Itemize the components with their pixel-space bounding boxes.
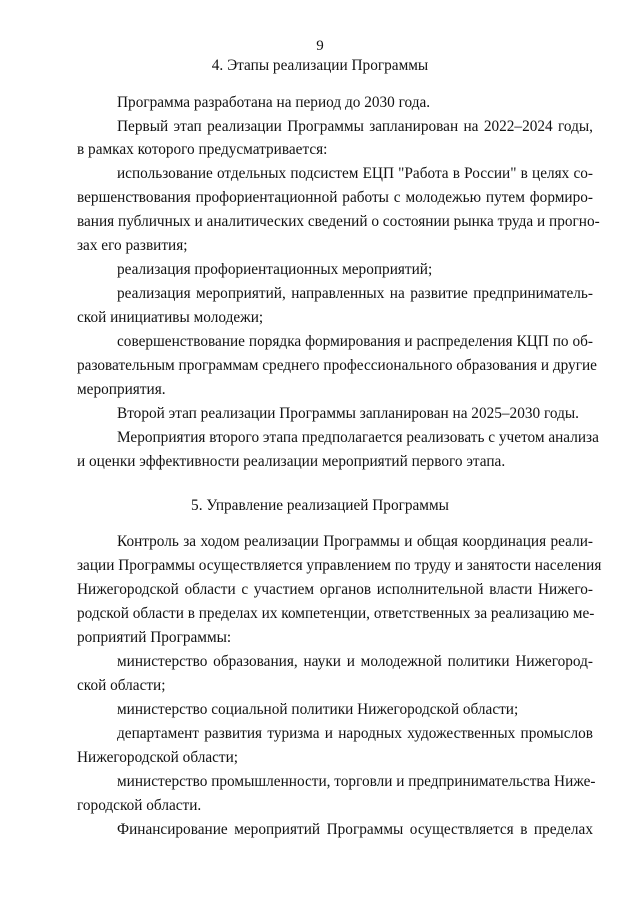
text-line: Первый этап реализации Программы запланирован на 2022–2024 годы, <box>117 118 593 135</box>
text-line: Мероприятия второго этапа предполагается реализовать с учетом анализа <box>117 429 599 446</box>
text-line: реализация профориентационных мероприятий; <box>117 261 433 278</box>
text-line: и оценки эффективности реализации мероприятий первого этапа. <box>77 453 506 470</box>
text-line: Финансирование мероприятий Программы осуществляется в пределах <box>117 821 593 838</box>
text-line: роприятий Программы: <box>77 629 232 646</box>
text-line: Нижегородской области с участием органов исполнительной власти Нижего- <box>77 581 593 598</box>
section-4-title: 4. Этапы реализации Программы <box>211 57 429 74</box>
text-line: ской области; <box>77 677 166 694</box>
page-number: 9 <box>316 38 324 54</box>
text-line: департамент развития туризма и народных художественных промыслов <box>117 725 593 742</box>
text-line: министерство образования, науки и молодежной политики Нижегород- <box>117 653 593 670</box>
text-line: в рамках которого предусматривается: <box>77 141 328 158</box>
text-line: совершенствование порядка формирования и распределения КЦП по об- <box>117 333 593 350</box>
text-line: Второй этап реализации Программы запланирован на 2025–2030 годы. <box>117 405 579 422</box>
text-line: зации Программы осуществляется управлением по труду и занятости населения <box>77 557 602 574</box>
text-line: разовательным программам среднего профессионального образования и другие <box>77 357 597 374</box>
text-line: Контроль за ходом реализации Программы и общая координация реали- <box>117 533 593 550</box>
text-line: министерство социальной политики Нижегородской области; <box>117 701 519 718</box>
text-line: ской инициативы молодежи; <box>77 309 264 326</box>
text-line: Программа разработана на период до 2030 года. <box>117 94 431 111</box>
text-line: зах его развития; <box>77 237 188 254</box>
text-line: вершенствования профориентационной работы с молодежью путем формиро- <box>77 189 593 206</box>
text-line: вания публичных и аналитических сведений о состоянии рынка труда и прогно- <box>77 213 600 230</box>
text-line: мероприятия. <box>77 381 166 398</box>
text-line: реализация мероприятий, направленных на развитие предприниматель- <box>117 285 593 302</box>
text-line: использование отдельных подсистем ЕЦП "Работа в России" в целях со- <box>117 165 593 182</box>
text-line: городской области. <box>77 797 202 814</box>
text-line: Нижегородской области; <box>77 749 239 766</box>
section-5-title: 5. Управление реализацией Программы <box>191 497 449 514</box>
text-line: министерство промышленности, торговли и предпринимательства Ниже- <box>117 773 596 790</box>
text-line: родской области в пределах их компетенции, ответственных за реализацию ме- <box>77 605 595 622</box>
